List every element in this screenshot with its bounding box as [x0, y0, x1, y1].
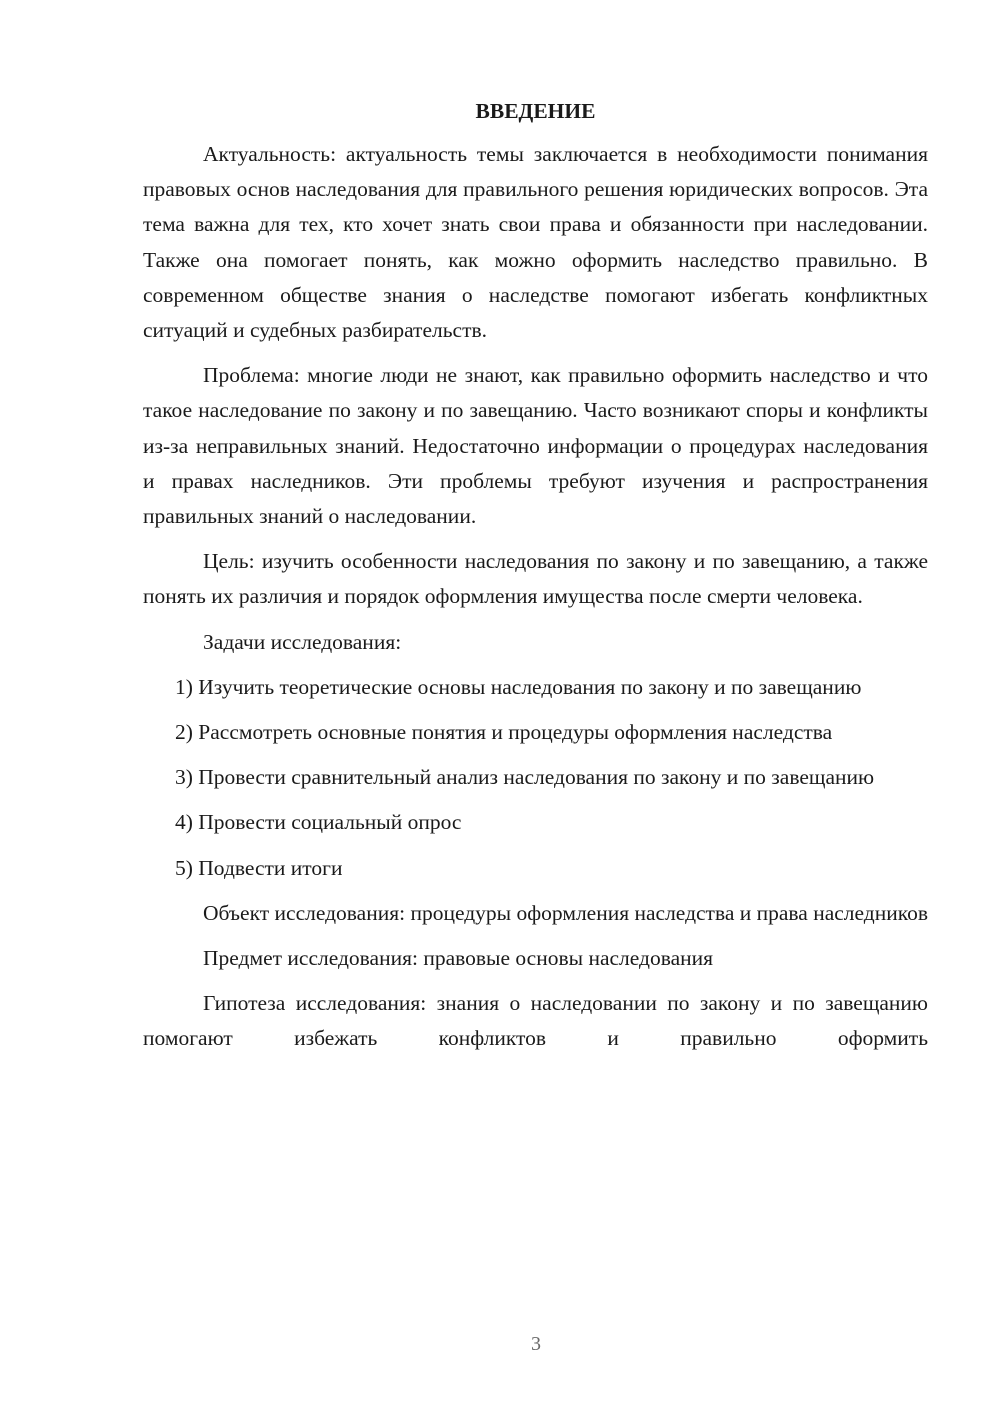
paragraph-subject: Предмет исследования: правовые основы наследования [203, 946, 714, 971]
page-number: 3 [531, 1333, 541, 1355]
paragraph-goal: Цель: изучить особенности наследования по закону и по завещанию, а также понять их различия и порядок оформления имущества после смерти человека. [143, 549, 928, 609]
list-item: 1) Изучить теоретические основы наследования по закону и по завещанию [175, 674, 862, 699]
paragraph-object: Объект исследования: процедуры оформления наследства и права наследников [203, 900, 928, 925]
paragraph-hypothesis: Гипотеза исследования: знания о наследовании по закону и по завещанию помогают избежать конфликтов и правильно оформить [143, 991, 928, 1051]
tasks-list [143, 670, 928, 886]
paragraph-relevance: Актуальность: актуальность темы заключается в необходимости понимания правовых основ наследования для правильного решения юридических вопросов. Эта тема важна для тех, кто хочет знать свои права и обязанности при наследовании. Также она помогает понять, как можно оформить наследство правильно. В современном обществе знания о наследстве помогают избегать конфликтных ситуаций и судебных разбирательств. [143, 142, 928, 343]
paragraph-problem: Проблема: многие люди не знают, как правильно оформить наследство и что такое наследование по закону и по завещанию. Часто возникают споры и конфликты из-за неправильных знаний. Недостаточно информации о процедурах наследования и правах наследников. Эти проблемы требуют изучения и распространения правильных знаний о наследовании. [143, 363, 928, 529]
paragraph-tasks-intro: Задачи исследования: [203, 629, 402, 654]
list-item: 3) Провести сравнительный анализ наследования по закону и по завещанию [175, 765, 875, 790]
page-body [143, 95, 928, 1067]
list-item: 5) Подвести итоги [175, 855, 343, 880]
section-heading: ВВЕДЕНИЕ [475, 99, 596, 123]
list-item: 4) Провести социальный опрос [175, 810, 462, 835]
list-item: 2) Рассмотреть основные понятия и процедуры оформления наследства [175, 720, 833, 745]
